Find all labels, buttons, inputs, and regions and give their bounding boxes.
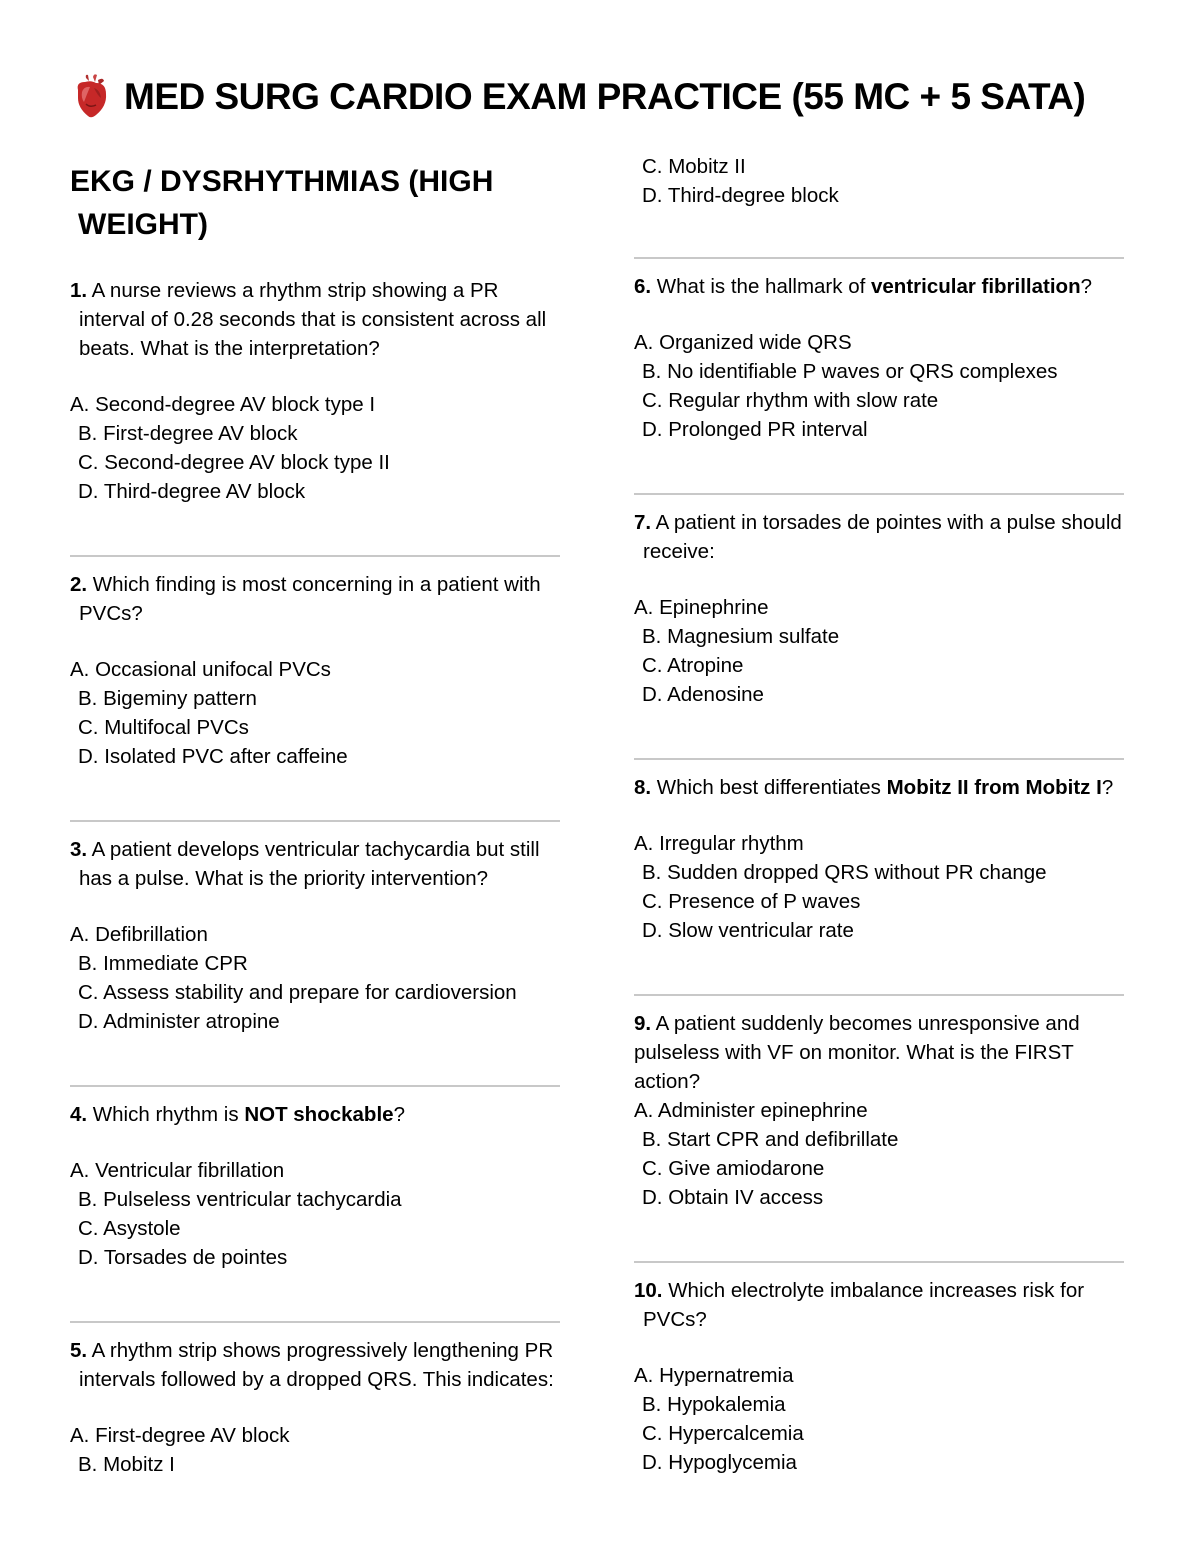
question-stem: 3. A patient develops ventricular tachycardia but still has a pulse. What is the priority intervention? [70,838,540,890]
answer-options [70,1421,560,1479]
answer-options [634,1096,1124,1212]
option-a: A. Irregular rhythm [634,832,804,855]
question-7 [634,508,1124,709]
answer-options [634,328,1124,444]
option-a: A. Second-degree AV block type I [70,393,376,416]
option-a: A. Defibrillation [70,923,208,946]
divider [70,555,560,557]
option-d: D. Isolated PVC after caffeine [78,745,348,768]
divider [70,1085,560,1087]
answer-options [70,920,560,1036]
divider [634,758,1124,760]
page-title [72,74,1085,120]
answer-options [634,593,1124,709]
option-c: C. Regular rhythm with slow rate [642,389,939,412]
question-10 [634,1276,1124,1477]
question-5 [70,1336,560,1479]
question-stem: 9. A patient suddenly becomes unresponsive and pulseless with VF on monitor. What is the FIRST action? [634,1012,1080,1093]
question-stem: 1. A nurse reviews a rhythm strip showing a PR interval of 0.28 seconds that is consistent across all beats. What is the interpretation? [70,279,547,360]
question-4 [70,1100,560,1272]
option-d: D. Third-degree block [642,184,839,207]
option-b: B. Sudden dropped QRS without PR change [642,861,1047,884]
answer-options [70,655,560,771]
question-9 [634,1009,1124,1212]
option-c: C. Asystole [78,1217,181,1240]
option-b: B. Immediate CPR [78,952,248,975]
option-d: D. Third-degree AV block [78,480,306,503]
option-a: A. Epinephrine [634,596,769,619]
option-c: C. Presence of P waves [642,890,861,913]
option-b: B. No identifiable P waves or QRS complexes [642,360,1058,383]
option-a: A. Hypernatremia [634,1364,794,1387]
right-column [634,156,1124,1477]
option-d: D. Obtain IV access [642,1186,824,1209]
question-stem: 4. Which rhythm is NOT shockable? [70,1103,405,1126]
question-3 [70,835,560,1036]
option-b: B. Bigeminy pattern [78,687,257,710]
option-c: C. Multifocal PVCs [78,716,249,739]
left-column [70,160,560,1479]
option-d: D. Hypoglycemia [642,1451,797,1474]
divider [70,1321,560,1323]
option-d: D. Prolonged PR interval [642,418,868,441]
option-d: D. Slow ventricular rate [642,919,854,942]
option-c: C. Assess stability and prepare for cardioversion [78,981,517,1004]
question-1 [70,276,560,506]
option-b: B. Pulseless ventricular tachycardia [78,1188,402,1211]
answer-options [70,390,560,506]
divider [634,257,1124,259]
option-c: C. Atropine [642,654,744,677]
answer-options [70,1156,560,1272]
option-b: B. Magnesium sulfate [642,625,840,648]
option-b: B. Hypokalemia [642,1393,786,1416]
question-2 [70,570,560,771]
option-a: A. First-degree AV block [70,1424,290,1447]
question-stem: 2. Which finding is most concerning in a patient with PVCs? [70,573,541,625]
option-a: A. Occasional unifocal PVCs [70,658,331,681]
section-heading: EKG / DYSRHYTHMIAS (HIGH WEIGHT) [70,165,494,241]
option-a: A. Administer epinephrine [634,1099,868,1122]
option-b: B. Start CPR and defibrillate [642,1128,899,1151]
question-8 [634,773,1124,945]
question-stem: 8. Which best differentiates Mobitz II from Mobitz I? [634,776,1114,799]
question-5-continued [634,152,1124,210]
answer-options [634,1361,1124,1477]
option-d: D. Adenosine [642,683,764,706]
divider [634,1261,1124,1263]
option-c: C. Second-degree AV block type II [78,451,390,474]
option-b: B. Mobitz I [78,1453,175,1476]
option-a: A. Ventricular fibrillation [70,1159,285,1182]
question-stem: 7. A patient in torsades de pointes with a pulse should receive: [634,511,1122,563]
question-stem: 5. A rhythm strip shows progressively lengthening PR intervals followed by a dropped QRS. This indicates: [70,1339,554,1391]
title-text: MED SURG CARDIO EXAM PRACTICE (55 MC + 5 SATA) [124,76,1086,117]
option-c: C. Mobitz II [642,155,746,178]
question-stem: 10. Which electrolyte imbalance increases risk for PVCs? [634,1279,1085,1331]
question-6 [634,272,1124,444]
option-d: D. Administer atropine [78,1010,280,1033]
divider [634,493,1124,495]
option-c: C. Give amiodarone [642,1157,825,1180]
option-c: C. Hypercalcemia [642,1422,804,1445]
anatomical-heart-icon [72,74,110,120]
divider [70,820,560,822]
answer-options [634,829,1124,945]
divider [634,994,1124,996]
option-b: B. First-degree AV block [78,422,298,445]
question-stem: 6. What is the hallmark of ventricular fibrillation? [634,275,1093,298]
option-d: D. Torsades de pointes [78,1246,288,1269]
option-a: A. Organized wide QRS [634,331,852,354]
